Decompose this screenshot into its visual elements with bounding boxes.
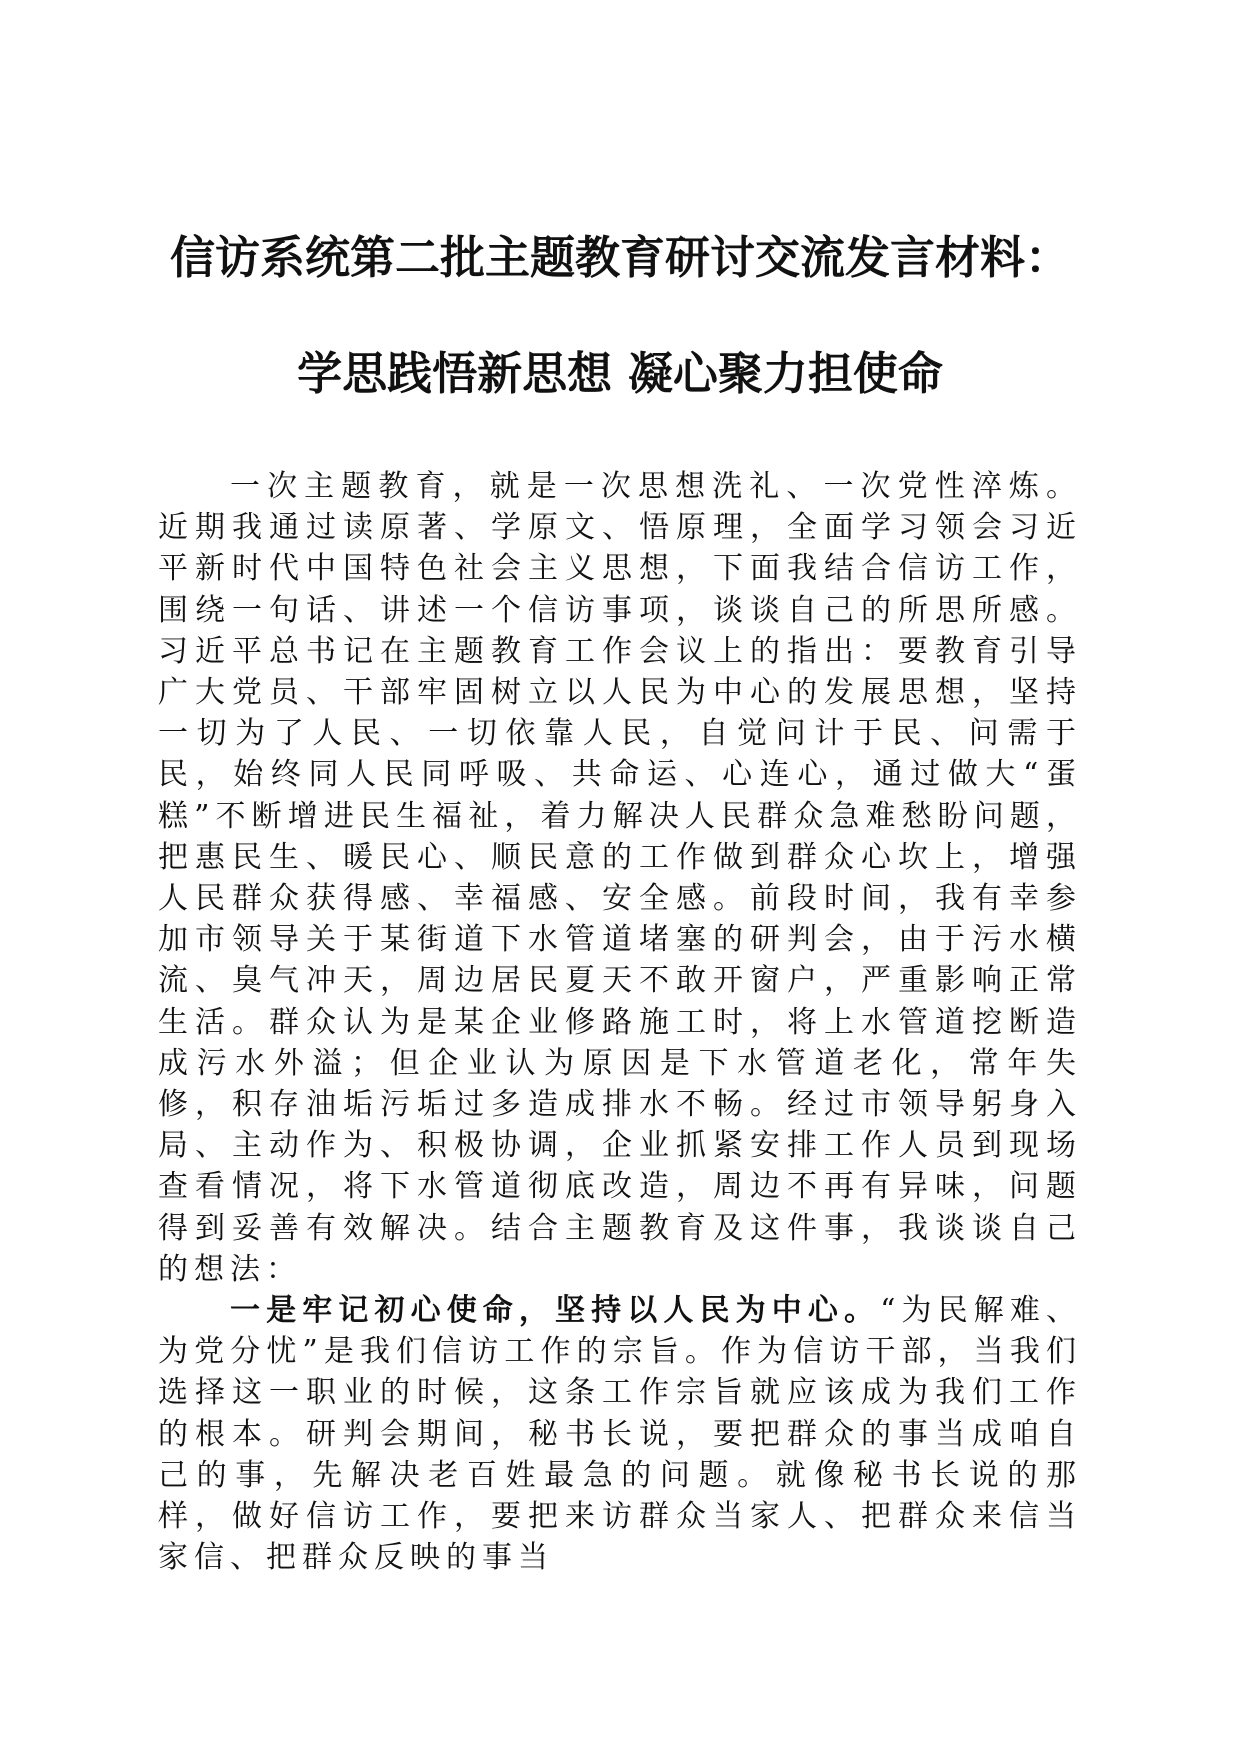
body-paragraph-2 — [158, 1290, 1082, 1578]
body-paragraph-1 — [158, 466, 1082, 1290]
paragraph-2-lead-heading: 一是牢记初心使命，坚持以人民为中心。 — [230, 1293, 881, 1329]
document-title-line-1: 信访系统第二批主题教育研讨交流发言材料： — [169, 231, 1070, 284]
document-body — [158, 466, 1082, 1578]
paragraph-2-text: “为民解难、为党分忧”是我们信访工作的宗旨。作为信访干部，当我们选择这一职业的时候，这条工作宗旨就应该成为我们工作的根本。研判会期间，秘书长说，要把群众的事当成咱自己的事，先解决老百姓最急的问题。就像秘书长说的那样，做好信访工作，要把来访群众当家人、把群众来信当家信、把群众反映的事当 — [158, 1293, 1082, 1576]
document-title-line-2: 学思践悟新思想 凝心聚力担使命 — [297, 347, 943, 400]
paragraph-1-text: 一次主题教育，就是一次思想洗礼、一次党性淬炼。近期我通过读原著、学原文、悟原理，全面学习领会习近平新时代中国特色社会主义思想，下面我结合信访工作，围绕一句话、讲述一个信访事项，谈谈自己的所思所感。习近平总书记在主题教育工作会议上的指出：要教育引导广大党员、干部牢固树立以人民为中心的发展思想，坚持一切为了人民、一切依靠人民，自觉问计于民、问需于民，始终同人民同呼吸、共命运、心连心，通过做大“蛋糕”不断增进民生福祉，着力解决人民群众急难愁盼问题，把惠民生、暖民心、顺民意的工作做到群众心坎上，增强人民群众获得感、幸福感、安全感。前段时间，我有幸参加市领导关于某街道下水管道堵塞的研判会，由于污水横流、臭气冲天，周边居民夏天不敢开窗户，严重影响正常生活。群众认为是某企业修路施工时，将上水管道挖断造成污水外溢；但企业认为原因是下水管道老化，常年失修，积存油垢污垢过多造成排水不畅。经过市领导躬身入局、主动作为、积极协调，企业抓紧安排工作人员到现场查看情况，将下水管道彻底改造，周边不再有异味，问题得到妥善有效解决。结合主题教育及这件事，我谈谈自己的想法： — [158, 469, 1082, 1287]
